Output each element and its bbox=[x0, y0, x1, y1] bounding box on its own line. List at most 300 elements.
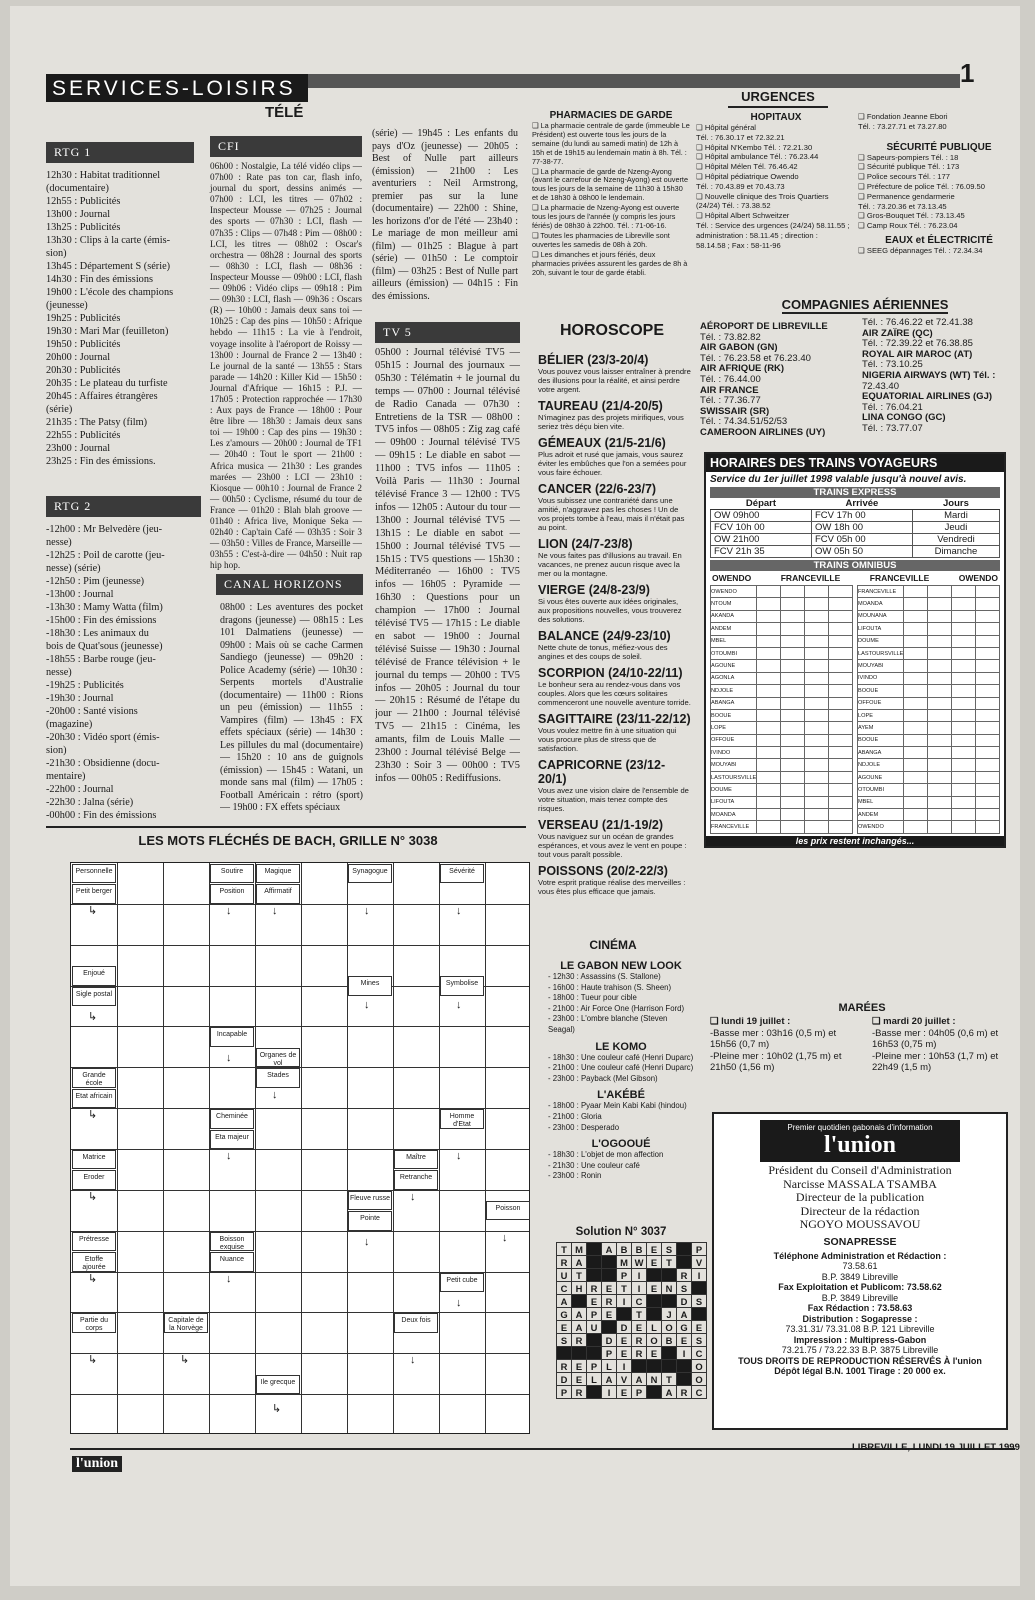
omnibus-time-cell bbox=[976, 660, 1000, 672]
horoscope-sign: POISSONS (20/2-22/3) bbox=[538, 864, 668, 878]
solution-cell bbox=[602, 1321, 617, 1334]
solution-cell bbox=[572, 1295, 587, 1308]
union-staff-line: Président du Conseil d'Administration bbox=[768, 1163, 952, 1177]
cinema-showtime: - 18h30 : Une couleur café (Henri Duparc) bbox=[548, 1052, 694, 1062]
hospital-line: ❑ Hôpital général bbox=[696, 123, 756, 132]
security-line: ❑ Permanence gendarmerie bbox=[858, 191, 955, 201]
solution-cell: B bbox=[662, 1334, 677, 1347]
omnibus-time-cell bbox=[757, 635, 781, 647]
omnibus-time-cell bbox=[757, 685, 781, 697]
cinema-showtime: - 16h00 : Haute trahison (S. Sheen) bbox=[548, 982, 672, 992]
crossword-clue: Mines bbox=[348, 976, 392, 995]
cinema-showtime: - 23h00 : L'ombre blanche (Steven Seagal) bbox=[548, 1014, 668, 1034]
omnibus-time-cell bbox=[976, 809, 1000, 821]
omnibus-time-cell bbox=[952, 610, 976, 622]
horoscope-sign: BALANCE (24/9-23/10) bbox=[538, 629, 671, 643]
solution-cell: S bbox=[662, 1243, 677, 1256]
crossword-clue: Petit berger bbox=[72, 884, 116, 903]
omnibus-time-cell bbox=[904, 610, 928, 622]
solution-cell: R bbox=[602, 1295, 617, 1308]
solution-cell: S bbox=[692, 1295, 707, 1308]
omnibus-from1: OWENDO bbox=[712, 573, 752, 583]
omnibus-time-cell bbox=[904, 747, 928, 759]
aeriennes-title-wrap bbox=[720, 296, 1010, 314]
omnibus-station: OTOUMBI bbox=[858, 784, 904, 796]
solution-cell: E bbox=[677, 1334, 692, 1347]
crossword-clue: Nuance bbox=[210, 1252, 254, 1271]
omnibus-time-cell bbox=[805, 586, 829, 598]
omnibus-station: LIFOUTA bbox=[858, 623, 904, 635]
omnibus-time-cell bbox=[952, 771, 976, 783]
horoscope-sign: SCORPION (24/10-22/11) bbox=[538, 666, 683, 680]
solution-cell bbox=[662, 1360, 677, 1373]
crossword-clue: Sévérité bbox=[440, 864, 484, 883]
solution-cell: E bbox=[692, 1321, 707, 1334]
omnibus-station: MOANDA bbox=[858, 598, 904, 610]
solution-cell: T bbox=[572, 1269, 587, 1282]
crossword-clue: Fleuve russe bbox=[348, 1191, 392, 1210]
airlines-left bbox=[700, 322, 860, 439]
omnibus-station: BOOUE bbox=[858, 734, 904, 746]
omnibus-time-cell bbox=[928, 598, 952, 610]
omnibus-route-header bbox=[706, 573, 1004, 583]
cinema-showtime: - 12h30 : Assassins (S. Stallone) bbox=[548, 972, 661, 981]
hospital-line: (24/24) Tél. : 73.38.52 bbox=[696, 201, 771, 211]
clue-arrow-icon: ↓ bbox=[226, 904, 232, 917]
hopitaux-title: HOPITAUX bbox=[750, 112, 802, 123]
horoscope-text: Vous pouvez vous laisser entraîner à prendre des illusions pour la réalité, et ainsi perdre votre argent. bbox=[538, 367, 691, 394]
omnibus-tables bbox=[706, 583, 1004, 836]
solution-cell bbox=[587, 1334, 602, 1347]
horoscope-text: Le bonheur sera au rendez-vous dans vos couples. Alors que les cœurs solitaires commenceront une nouvelle aventure torride. bbox=[538, 680, 691, 707]
omnibus-time-cell bbox=[904, 660, 928, 672]
solution-cell: R bbox=[572, 1334, 587, 1347]
omnibus-time-cell bbox=[928, 759, 952, 771]
tide-line: 16h53 (0,75 m) bbox=[872, 1039, 937, 1051]
omnibus-time-cell bbox=[928, 747, 952, 759]
tide-line: ❑ lundi 19 juillet : bbox=[710, 1016, 791, 1027]
omnibus-time-cell bbox=[904, 809, 928, 821]
omnibus-time-cell bbox=[952, 709, 976, 721]
express-cell: Dimanche bbox=[912, 546, 999, 558]
fondation-line: ❑ Fondation Jeanne Ebori bbox=[858, 112, 948, 121]
omnibus-time-cell bbox=[829, 709, 853, 721]
solution-cell: P bbox=[587, 1360, 602, 1373]
cinema-showtime: - 21h00 : Gloria bbox=[548, 1111, 602, 1121]
solution-cell: R bbox=[572, 1386, 587, 1399]
airline-line: AIR AFRIQUE (RK) bbox=[700, 363, 785, 375]
schedule-line: 19h00 : L'école des champions bbox=[46, 287, 174, 298]
solution-cell: V bbox=[617, 1373, 632, 1386]
grid-line bbox=[117, 863, 118, 1433]
crossword-clue: Position bbox=[210, 884, 254, 903]
union-contact-line: 73.31.31/ 73.31.08 B.P. 121 Libreville bbox=[785, 1324, 935, 1334]
solution-cell: R bbox=[587, 1282, 602, 1295]
horoscope-list bbox=[538, 348, 692, 928]
schedule-line: 21h35 : The Patsy (film) bbox=[46, 417, 148, 428]
solution-cell: A bbox=[677, 1308, 692, 1321]
solution-cell bbox=[662, 1347, 677, 1360]
solution-cell: E bbox=[572, 1360, 587, 1373]
omnibus-time-cell bbox=[952, 660, 976, 672]
clue-arrow-icon: ↓ bbox=[410, 1190, 416, 1203]
horoscope-text: Ne vous faites pas d'illusions au travail. En vacances, ne prenez aucun risque avec la mer ou la montagne. bbox=[538, 551, 682, 578]
airline-line: Tél. : 76.44.00 bbox=[700, 373, 761, 385]
clue-arrow-icon: ↳ bbox=[272, 1403, 282, 1416]
omnibus-time-cell bbox=[928, 610, 952, 622]
schedule-line: 20h00 : Journal bbox=[46, 352, 111, 363]
omnibus-station: BOOUE bbox=[711, 709, 757, 721]
omnibus-time-cell bbox=[928, 709, 952, 721]
clue-arrow-icon: ↳ bbox=[88, 1011, 98, 1024]
omnibus-time-cell bbox=[928, 697, 952, 709]
schedule-line: -22h30 : Jalna (série) bbox=[46, 797, 134, 808]
express-cell: OW 21h00 bbox=[711, 534, 812, 546]
airline-line: 72.43.40 bbox=[862, 380, 899, 392]
omnibus-time-cell bbox=[805, 635, 829, 647]
canal-schedule: 08h00 : Les aventures des pocket dragons (jeunesse) — 08h15 : Les 101 Dalmatiens (jeunesse) — 09h00 : Mais où se cache Carmen Sandiego (jeunesse) — 09h20 : Police Academy (série) — 10h30 : Serpents mortels d'Australie (documentaire) — 11h00 : Rions un peu (émission) — 11h55 : Vampires (film) — 13h45 : FX effets spéciaux (série) — 14h30 : Les pillules du mal (documentaire) — 15h20 : 10 ans de guignols (émission) — 15h45 : Watani, un monde sans mal (film) — 17h05 : Football Américain : rétro (sport) — 19h00 : FX effets spéciaux bbox=[220, 602, 363, 813]
horoscope-text: Vous voulez mettre fin à une situation qui vous procure plus de stress que de satisfaction. bbox=[538, 726, 677, 753]
express-col-header: Arrivée bbox=[811, 498, 912, 510]
omnibus-time-cell bbox=[829, 697, 853, 709]
solution-cell: T bbox=[662, 1256, 677, 1269]
omnibus-station: OWENDO bbox=[858, 821, 904, 833]
grid-line bbox=[163, 863, 164, 1433]
solution-cell: T bbox=[617, 1282, 632, 1295]
union-staff bbox=[714, 1164, 1006, 1232]
marees-title-wrap bbox=[822, 998, 902, 1016]
schedule-line: 19h50 : Publicités bbox=[46, 339, 121, 350]
cinema-showtime: - 23h00 : Payback (Mel Gibson) bbox=[548, 1073, 658, 1083]
omnibus-time-cell bbox=[928, 623, 952, 635]
solution-cell bbox=[647, 1360, 662, 1373]
solution-cell: E bbox=[647, 1256, 662, 1269]
solution-cell: L bbox=[602, 1360, 617, 1373]
crossword-clue: Sigle postal bbox=[72, 987, 116, 1006]
crossword-clue: Deux fois bbox=[394, 1313, 438, 1332]
express-cell: OW 18h 00 bbox=[811, 522, 912, 534]
omnibus-station: AKANDA bbox=[711, 610, 757, 622]
omnibus-time-cell bbox=[952, 747, 976, 759]
omnibus-time-cell bbox=[781, 784, 805, 796]
trains-box bbox=[704, 452, 1006, 848]
omnibus-station: ANDEM bbox=[858, 809, 904, 821]
schedule-line: nesse) bbox=[46, 537, 72, 548]
airline-line: Tél. : 76.23.58 et 76.23.40 bbox=[700, 352, 811, 364]
omnibus-station: LASTOURSVILLE bbox=[711, 771, 757, 783]
horoscope-sign: CANCER (22/6-23/7) bbox=[538, 482, 657, 496]
solution-cell: A bbox=[662, 1386, 677, 1399]
omnibus-station: DOUME bbox=[711, 784, 757, 796]
omnibus-time-cell bbox=[757, 722, 781, 734]
omnibus-time-cell bbox=[829, 660, 853, 672]
airline-line: EQUATORIAL AIRLINES (GJ) bbox=[862, 391, 993, 403]
omnibus-time-cell bbox=[805, 660, 829, 672]
omnibus-time-cell bbox=[805, 647, 829, 659]
omnibus-time-cell bbox=[757, 796, 781, 808]
omnibus-station: NDJOLE bbox=[711, 685, 757, 697]
solution-cell: O bbox=[692, 1373, 707, 1386]
omnibus-time-cell bbox=[781, 771, 805, 783]
union-staff-line: Directeur de la rédaction bbox=[800, 1203, 920, 1218]
omnibus-time-cell bbox=[976, 623, 1000, 635]
grid-line bbox=[485, 863, 486, 1433]
omnibus-time-cell bbox=[904, 709, 928, 721]
solution-cell bbox=[677, 1373, 692, 1386]
solution-cell: A bbox=[572, 1308, 587, 1321]
fondation-line: Tél. : 73.27.71 et 73.27.80 bbox=[858, 121, 947, 131]
crossword-grid[interactable] bbox=[70, 862, 530, 1434]
solution-cell bbox=[587, 1243, 602, 1256]
omnibus-table-right bbox=[857, 585, 1000, 834]
omnibus-station: MBEL bbox=[711, 635, 757, 647]
schedule-line: 20h45 : Affaires étrangères bbox=[46, 391, 158, 402]
schedule-line: -15h00 : Fin des émissions bbox=[46, 615, 157, 626]
omnibus-time-cell bbox=[904, 722, 928, 734]
cinema-venue: L'AKÉBÉ bbox=[597, 1089, 645, 1102]
hospital-line: ❑ Hôpital Albert Schweitzer bbox=[696, 211, 790, 221]
cinema-showtime: - 23h00 : Ronin bbox=[548, 1171, 602, 1181]
omnibus-time-cell bbox=[904, 784, 928, 796]
omnibus-time-cell bbox=[976, 697, 1000, 709]
omnibus-time-cell bbox=[757, 623, 781, 635]
canal-schedule-continued: (série) — 19h45 : Les enfants du pays d'Oz (jeunesse) — 20h05 : Best of Nulle part ailleurs (émission) — 21h00 : Les aventuriers : Neil Armstrong, premier pas sur la lune (documentaire) — 22h00 : Shine, les horizons d'or de l'été — 23h40 : Le mariage de mon meilleur ami (film) — 01h25 : Blague à part (série) — 01h50 : Le comptoir (film) — 03h25 : Best of Nulle part ailleurs (émission) — 04h15 : Fin des émissions. bbox=[372, 128, 518, 302]
crossword-clue: Etat africain bbox=[72, 1089, 116, 1108]
solution-cell: A bbox=[557, 1295, 572, 1308]
solution-cell: U bbox=[587, 1321, 602, 1334]
omnibus-station: OWENDO bbox=[711, 586, 757, 598]
cinema-showtime: - 23h00 : Desperado bbox=[548, 1122, 620, 1132]
solution-cell: I bbox=[632, 1282, 647, 1295]
tv5-schedule: 05h00 : Journal télévisé TV5 — 05h15 : Journal des journaux — 05h30 : Télématin + le journal du temps — 07h00 : Journal télévisé de Radio Canada — 07h30 : Entretiens de la TSR — 08h00 : TV5 infos — 08h05 : Zig zag café — 09h00 : Journal télévisé TV5 — 09h15 : Le diable en sabot — 11h00 : TV5 infos — 11h05 : Voilà Paris — 11h30 : Journal télévisé France 3 — 12h00 : TV5 infos — 12h05 : Autour du tour — 13h00 : Journal télévisé TV5 — 13h15 : Le diable en sabot — 15h00 : Journal télévisé TV5 — 15h15 : TV5 questions — 15h30 : Méditerranéo — 16h00 : TV5 infos — 16h05 : Pyramide — 16h30 : Questions pour un champion — 17h00 : Journal télévisé TV5 — 17h15 : Le diable en sabot — 19h00 : Journal télévisé Suisse — 19h30 : Journal télévisé de France télévision + le journal du temps — 20h00 : TV5 infos — 20h05 : Journal du tour — 20h15 : Résumé de l'étape du jour — 21h00 : Journal télévisé TV5 — 21h15 : Cinéma, les amants, film de Louis Malle — 23h00 : Journal télévisé Belge — 23h30 : Soir 3 — 00h00 : TV5 infos — 00h05 : Rediffusions. bbox=[375, 347, 520, 784]
omnibus-time-cell bbox=[952, 685, 976, 697]
omnibus-time-cell bbox=[829, 821, 853, 833]
horoscope-sign: VERSEAU (21/1-19/2) bbox=[538, 818, 664, 832]
horoscope-sign: SAGITTAIRE (23/11-22/12) bbox=[538, 712, 691, 726]
express-grid bbox=[710, 498, 1000, 558]
omnibus-time-cell bbox=[781, 747, 805, 759]
omnibus-time-cell bbox=[829, 647, 853, 659]
crossword-clue: Retranche bbox=[394, 1170, 438, 1189]
solution-grid bbox=[556, 1242, 707, 1399]
schedule-line: mentaire) bbox=[46, 771, 86, 782]
solution-cell bbox=[677, 1360, 692, 1373]
solution-cell: L bbox=[587, 1373, 602, 1386]
horoscope-text: Vous subissez une contrariété dans une amitié, n'aggravez pas les choses ! Un de vos projets tombe à l'eau, mais il n'était pas au point. bbox=[538, 496, 685, 532]
omnibus-time-cell bbox=[781, 647, 805, 659]
clue-arrow-icon: ↓ bbox=[226, 1051, 232, 1064]
omnibus-time-cell bbox=[952, 809, 976, 821]
urgences-title-wrap bbox=[728, 88, 828, 108]
aeriennes-title: COMPAGNIES AÉRIENNES bbox=[781, 297, 949, 312]
solution-cell: E bbox=[617, 1334, 632, 1347]
omnibus-time-cell bbox=[904, 672, 928, 684]
omnibus-time-cell bbox=[928, 734, 952, 746]
solution-cell: A bbox=[572, 1256, 587, 1269]
omnibus-time-cell bbox=[781, 821, 805, 833]
grid-line bbox=[71, 1026, 529, 1027]
omnibus-grid bbox=[710, 585, 853, 834]
hopitaux-block bbox=[696, 112, 856, 250]
schedule-line: -20h30 : Vidéo sport (émis- bbox=[46, 732, 160, 743]
cinema-showtime: - 18h30 : L'objet de mon affection bbox=[548, 1150, 664, 1160]
schedule-line: 20h30 : Publicités bbox=[46, 365, 121, 376]
solution-cell bbox=[647, 1308, 662, 1321]
fondation-list bbox=[858, 112, 1020, 132]
omnibus-time-cell bbox=[829, 598, 853, 610]
omnibus-time-cell bbox=[757, 771, 781, 783]
crossword-clue: Capitale de la Norvège bbox=[164, 1313, 208, 1332]
tide-line: -Pleine mer : 10h53 (1,7 m) et bbox=[872, 1050, 999, 1062]
omnibus-station: AYEM bbox=[858, 722, 904, 734]
omnibus-time-cell bbox=[805, 784, 829, 796]
solution-cell: T bbox=[632, 1308, 647, 1321]
omnibus-station: LOPE bbox=[711, 722, 757, 734]
clue-arrow-icon: ↓ bbox=[456, 904, 462, 917]
solution-cell: E bbox=[602, 1282, 617, 1295]
express-cell: FCV 17h 00 bbox=[811, 510, 912, 522]
solution-table bbox=[556, 1242, 707, 1399]
pharmacy-item: ❑ La pharmacie de garde de Nzeng-Ayong (avant le carrefour de Nzeng-Ayong) est ouverte tous les jours de la semaine de 11h30 à 15h30 et de 18h30 à 08h00 le lendemain. bbox=[532, 166, 689, 203]
omnibus-time-cell bbox=[781, 598, 805, 610]
grid-line bbox=[71, 1394, 529, 1395]
grid-line bbox=[71, 1312, 529, 1313]
page-number: 1 bbox=[960, 58, 975, 88]
omnibus-time-cell bbox=[757, 598, 781, 610]
hospital-line: ❑ Nouvelle clinique des Trois Quartiers bbox=[696, 191, 829, 201]
horoscope-text: Vous naviguez sur un océan de grandes espérances, et vous avez le vent en poupe : tout vous paraît possible. bbox=[538, 832, 687, 859]
omnibus-station: MOUYABI bbox=[711, 759, 757, 771]
grid-line bbox=[301, 863, 302, 1433]
solution-cell: I bbox=[617, 1295, 632, 1308]
schedule-line: 12h55 : Publicités bbox=[46, 196, 121, 207]
union-contact-line: Fax Rédaction : 73.58.63 bbox=[807, 1303, 913, 1313]
omnibus-station: MOUNANA bbox=[858, 610, 904, 622]
hopitaux-list bbox=[696, 123, 856, 250]
solution-cell: E bbox=[647, 1243, 662, 1256]
omnibus-time-cell bbox=[952, 635, 976, 647]
solution-cell: C bbox=[632, 1295, 647, 1308]
hospital-line: ❑ Hôpital pédiatrique Owendo bbox=[696, 171, 799, 181]
omnibus-time-cell bbox=[928, 722, 952, 734]
solution-cell: N bbox=[662, 1282, 677, 1295]
solution-cell: E bbox=[647, 1347, 662, 1360]
section-banner: SERVICES-LOISIRS bbox=[46, 74, 308, 102]
omnibus-time-cell bbox=[976, 709, 1000, 721]
omnibus-station: OFFOUE bbox=[711, 734, 757, 746]
omnibus-station: IVINDO bbox=[711, 747, 757, 759]
omnibus-time-cell bbox=[829, 747, 853, 759]
omnibus-time-cell bbox=[952, 598, 976, 610]
solution-cell: I bbox=[692, 1269, 707, 1282]
marees-right bbox=[872, 1016, 1022, 1074]
clue-arrow-icon: ↳ bbox=[88, 1354, 98, 1367]
solution-cell: R bbox=[557, 1256, 572, 1269]
solution-cell: G bbox=[557, 1308, 572, 1321]
express-col-header: Départ bbox=[711, 498, 812, 510]
omnibus-time-cell bbox=[805, 759, 829, 771]
omnibus-time-cell bbox=[829, 685, 853, 697]
omnibus-time-cell bbox=[976, 722, 1000, 734]
union-tagline: Premier quotidien gabonais d'information bbox=[787, 1123, 933, 1132]
omnibus-table-left bbox=[710, 585, 853, 834]
solution-cell: T bbox=[662, 1373, 677, 1386]
airlines-right bbox=[862, 318, 1022, 435]
omnibus-time-cell bbox=[928, 821, 952, 833]
omnibus-time-cell bbox=[829, 635, 853, 647]
omnibus-time-cell bbox=[976, 796, 1000, 808]
solution-cell bbox=[587, 1386, 602, 1399]
omnibus-time-cell bbox=[904, 771, 928, 783]
schedule-line: -12h25 : Poil de carotte (jeu- bbox=[46, 550, 165, 561]
omnibus-title: TRAINS OMNIBUS bbox=[710, 560, 1000, 571]
union-masthead-box bbox=[712, 1112, 1008, 1430]
horoscope-title: HOROSCOPE bbox=[559, 322, 664, 339]
cinema-showtime: - 18h00 : Pyaar Mein Kabi Kabi (hindou) bbox=[548, 1101, 687, 1111]
crossword-clue: Grande école bbox=[72, 1068, 116, 1087]
grid-line bbox=[255, 863, 256, 1433]
omnibus-station: AGOUNE bbox=[858, 771, 904, 783]
omnibus-time-cell bbox=[928, 809, 952, 821]
omnibus-time-cell bbox=[928, 784, 952, 796]
header-rule bbox=[308, 74, 960, 88]
security-line: Tél. : 73.20.36 et 73.13.45 bbox=[858, 201, 947, 211]
tide-line: 15h56 (0,7 m) bbox=[710, 1039, 770, 1051]
solution-cell bbox=[602, 1269, 617, 1282]
solution-cell: P bbox=[602, 1347, 617, 1360]
union-logo: l'union bbox=[823, 1132, 897, 1158]
grid-line bbox=[393, 863, 394, 1433]
omnibus-time-cell bbox=[952, 796, 976, 808]
omnibus-time-cell bbox=[952, 697, 976, 709]
schedule-line: sion) bbox=[46, 248, 67, 259]
solution-cell: H bbox=[572, 1282, 587, 1295]
solution-cell bbox=[617, 1308, 632, 1321]
solution-cell: I bbox=[617, 1360, 632, 1373]
security-line: ❑ Sapeurs-pompiers Tél. : 18 bbox=[858, 152, 959, 162]
omnibus-time-cell bbox=[757, 672, 781, 684]
airline-line: Tél. : 77.36.77 bbox=[700, 395, 761, 407]
omnibus-time-cell bbox=[952, 821, 976, 833]
hospital-line: ❑ Hôpital Mélen Tél. 76.46.42 bbox=[696, 162, 798, 172]
crossword-clue: Poisson bbox=[486, 1201, 530, 1220]
schedule-line: -21h30 : Obsidienne (docu- bbox=[46, 758, 160, 769]
omnibus-time-cell bbox=[976, 784, 1000, 796]
marees-title: MARÉES bbox=[838, 1002, 886, 1014]
omnibus-station: AGOUNE bbox=[711, 660, 757, 672]
airline-line: Tél. : 73.10.25 bbox=[862, 359, 923, 371]
omnibus-time-cell bbox=[928, 660, 952, 672]
solution-cell bbox=[587, 1347, 602, 1360]
solution-cell: T bbox=[557, 1243, 572, 1256]
omnibus-time-cell bbox=[829, 610, 853, 622]
rtg1-schedule bbox=[46, 169, 194, 468]
solution-cell: P bbox=[617, 1269, 632, 1282]
solution-cell: P bbox=[692, 1243, 707, 1256]
omnibus-time-cell bbox=[781, 623, 805, 635]
solution-title-wrap bbox=[546, 1222, 696, 1240]
omnibus-time-cell bbox=[781, 734, 805, 746]
tide-line: -Basse mer : 04h05 (0,6 m) et bbox=[872, 1027, 999, 1039]
omnibus-station: FRANCEVILLE bbox=[711, 821, 757, 833]
omnibus-station: MOUYABI bbox=[858, 660, 904, 672]
crossword-clue: Petit cube bbox=[440, 1273, 484, 1292]
omnibus-time-cell bbox=[781, 809, 805, 821]
cinema-title-wrap bbox=[534, 936, 692, 954]
omnibus-time-cell bbox=[976, 610, 1000, 622]
horoscope-title-wrap bbox=[534, 322, 690, 340]
clue-arrow-icon: ↳ bbox=[180, 1354, 190, 1367]
